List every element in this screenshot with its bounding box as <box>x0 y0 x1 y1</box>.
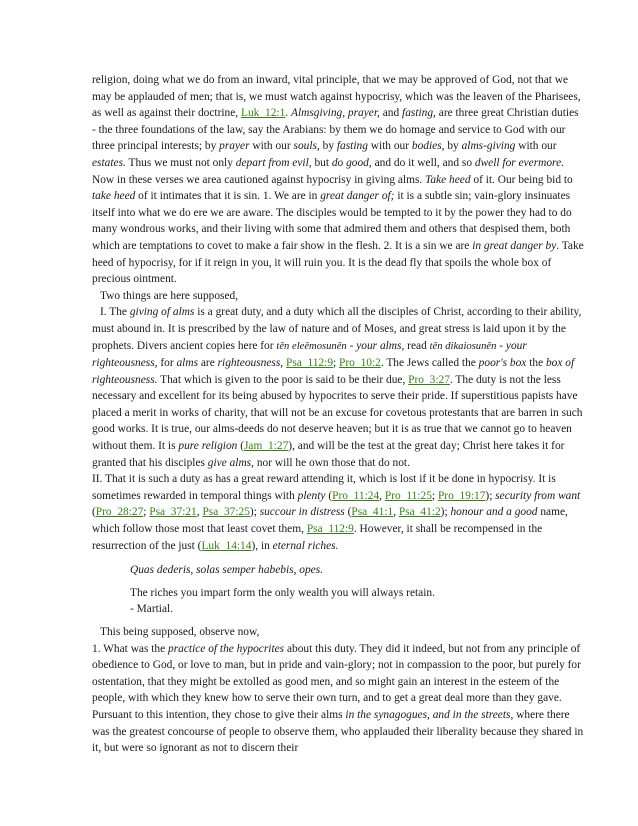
text: ; <box>143 506 150 519</box>
scripture-link[interactable]: Psa_41:2 <box>398 506 441 519</box>
text: by <box>319 140 337 153</box>
text: . The Jews called the <box>380 357 479 370</box>
emphasis: righteousness, <box>217 357 284 370</box>
emphasis: honour and a good <box>450 506 538 519</box>
scripture-link[interactable]: Psa_41:1 <box>351 506 394 519</box>
text: with our <box>515 140 557 153</box>
text: ); <box>485 489 496 502</box>
text: of it intimates that it is sin. 1. We are in <box>135 190 321 203</box>
scripture-link[interactable]: Pro_19:17 <box>437 489 486 502</box>
emphasis: depart from evil, <box>235 156 312 169</box>
emphasis: fasting <box>336 140 368 153</box>
text: are three great Christian duties - the three foundations of the law, say the Arabians: by them we do homage and service to God with our three principal interests; by <box>92 107 579 153</box>
quote-latin <box>130 562 584 579</box>
scripture-link[interactable]: Luk_12:1 <box>240 107 286 120</box>
text: for <box>157 357 177 370</box>
emphasis: give alms, <box>207 456 254 469</box>
greek-term: tēn dikaiosunēn <box>429 340 497 352</box>
latin-text: Quas dederis, solas semper habebis, opes. <box>130 564 323 577</box>
emphasis: estates. <box>92 156 126 169</box>
text: name, which follow those most that least covet them, <box>92 506 568 536</box>
emphasis: practice of the hypocrites <box>168 642 285 655</box>
text: Now in these verses we area cautioned against hypocrisy in giving alms. <box>92 173 426 186</box>
emphasis: alms <box>176 357 199 370</box>
scripture-link[interactable]: Psa_37:25 <box>202 506 250 519</box>
emphasis: dwell for evermore <box>474 156 562 169</box>
greek-term: tēn eleēmosunēn <box>276 340 347 352</box>
text: ( <box>237 440 244 453</box>
emphasis: succour in distress <box>259 506 345 519</box>
scripture-link[interactable]: Psa_112:9 <box>285 357 334 370</box>
scripture-link[interactable]: Pro_10:2 <box>339 357 381 370</box>
text: ( <box>92 506 96 519</box>
text: . <box>285 107 291 120</box>
scripture-link[interactable]: Pro_11:25 <box>384 489 432 502</box>
scripture-link[interactable]: Pro_28:27 <box>95 506 144 519</box>
text: and <box>379 107 403 120</box>
emphasis: box of righteousness. <box>92 357 575 386</box>
scripture-link[interactable]: Psa_112:9 <box>306 523 354 536</box>
emphasis: Almsgiving, prayer, <box>290 107 380 120</box>
emphasis: poor's box <box>478 357 527 370</box>
emphasis: Take heed <box>425 173 471 186</box>
paragraph-intro <box>92 72 584 172</box>
emphasis: security from want <box>495 489 581 502</box>
emphasis: your righteousness, <box>92 339 527 370</box>
paragraph-hypocrites <box>92 641 584 757</box>
emphasis: great danger of; <box>320 190 395 203</box>
text: ), in <box>251 539 273 552</box>
emphasis: pure religion <box>178 440 238 453</box>
text: - <box>496 339 506 352</box>
emphasis: your alms, <box>356 339 405 352</box>
scripture-link[interactable]: Pro_11:24 <box>332 489 380 502</box>
emphasis: plenty <box>297 489 326 502</box>
emphasis: fasting, <box>402 107 436 120</box>
paragraph-supposed: Two things are here supposed, <box>100 289 239 302</box>
text: . Take heed of hypocrisy, for if it reign in you, it will ruin you. It is the dead fly that spoils the whole box of precious ointment. <box>92 239 584 286</box>
text: by <box>444 140 462 153</box>
text: where there was the greatest concourse of people to observe them, who applauded their liberality because they shared in it, but were so ignorant as not to discern their <box>92 708 584 755</box>
text: nor will he own those that do not. <box>253 456 410 469</box>
text: , <box>196 506 203 519</box>
text: of it. Our being bid to <box>470 173 573 186</box>
text: with our <box>249 140 294 153</box>
emphasis: giving of alms <box>129 306 195 319</box>
emphasis: in the synagogues, and in the streets, <box>345 708 514 721</box>
text: ), and will be the test at the great day; Christ here takes it for granted that his disciples <box>92 440 565 469</box>
text: ( <box>325 489 333 502</box>
emphasis: do good, <box>331 156 372 169</box>
text: ); <box>440 506 451 519</box>
emphasis: in great danger by <box>472 239 557 252</box>
text: ); <box>249 506 260 519</box>
emphasis: souls, <box>293 140 320 153</box>
text: religion, doing what we do from an inward, vital principle, that we may be approved of God, not that we may be applauded of men; that is, we must watch against hypocrisy, which was the leaven of the Pharisees, as well as against their doctrine, <box>92 74 581 120</box>
quote-author: - Martial. <box>130 603 174 616</box>
text: read <box>404 339 430 352</box>
text: about this duty. They did it indeed, but not from any principle of obedience to God, or love to man, but in pride and vain-glory; not in compassion to the poor, but purely for ostentation, that they might be extolled as good men, and so might gain an interest in the esteem of the people, with which they knew how to serve their own turn, and to get a great deal more than they gave. Pursuant to this intention, they chose to give their alms <box>92 642 581 721</box>
scripture-link[interactable]: Pro_3:27 <box>408 373 450 386</box>
text: ; <box>333 357 340 370</box>
text: That which is given to the poor is said to be their due, <box>157 373 409 386</box>
text: are <box>198 357 218 370</box>
quote-english: The riches you impart form the only wealth you will always retain. <box>130 586 435 599</box>
text: II. That it is such a duty as has a great reward attending it, which is lost if it be done in hypocrisy. It is sometimes rewarded in temporal things with <box>92 473 556 502</box>
scripture-link[interactable]: Luk_14:14 <box>201 539 252 552</box>
text: . <box>561 156 564 169</box>
scripture-link[interactable]: Psa_37:21 <box>149 506 197 519</box>
text: , <box>393 506 399 519</box>
paragraph-caution <box>92 172 584 288</box>
text: but <box>311 156 332 169</box>
text: with our <box>367 140 412 153</box>
emphasis: take heed <box>92 190 136 203</box>
emphasis: prayer <box>219 140 250 153</box>
paragraph-point-one <box>92 304 584 471</box>
text: ; <box>431 489 438 502</box>
text: - <box>346 339 357 352</box>
text: and do it well, and so <box>371 156 475 169</box>
text: the <box>526 357 546 370</box>
text: 1. What was the <box>92 642 169 655</box>
emphasis: bodies, <box>411 140 445 153</box>
text: I. The <box>100 306 130 319</box>
emphasis: eternal riches. <box>272 539 339 552</box>
text: ( <box>344 506 352 519</box>
text: it is a subtle sin; vain-glory insinuates itself into what we do ere we are aware. The disciples would be tempted to it by the power they had to do many wondrous works, and their living with some that admired them and others that despised them, both which are temptations to covet to make a fair show in the flesh. 2. It is a sin we are <box>92 190 572 252</box>
text: is a great duty, and a duty which all the disciples of Christ, according to their ability, must abound in. It is prescribed by the law of nature and of Moses, and great stress is laid upon it by the prophets. Divers ancient copies here for <box>92 306 582 352</box>
emphasis: alms-giving <box>461 140 516 153</box>
text: . The duty is not the less necessary and excellent for its being abused by hypocrites to serve their pride. If superstitious papists have placed a merit in works of charity, that will not be an excuse for covetous protestants that are barren in such good works. It is true, our alms-deeds do not deserve heaven; but it is as true that we cannot go to heaven without them. It is <box>92 373 583 453</box>
text: Thus we must not only <box>125 156 236 169</box>
paragraph-observe: This being supposed, observe now, <box>100 626 260 638</box>
text: . However, it shall be recompensed in the resurrection of the just ( <box>92 523 543 552</box>
scripture-link[interactable]: Jam_1:27 <box>244 440 289 453</box>
text: , <box>379 489 385 502</box>
paragraph-point-two <box>92 471 584 554</box>
